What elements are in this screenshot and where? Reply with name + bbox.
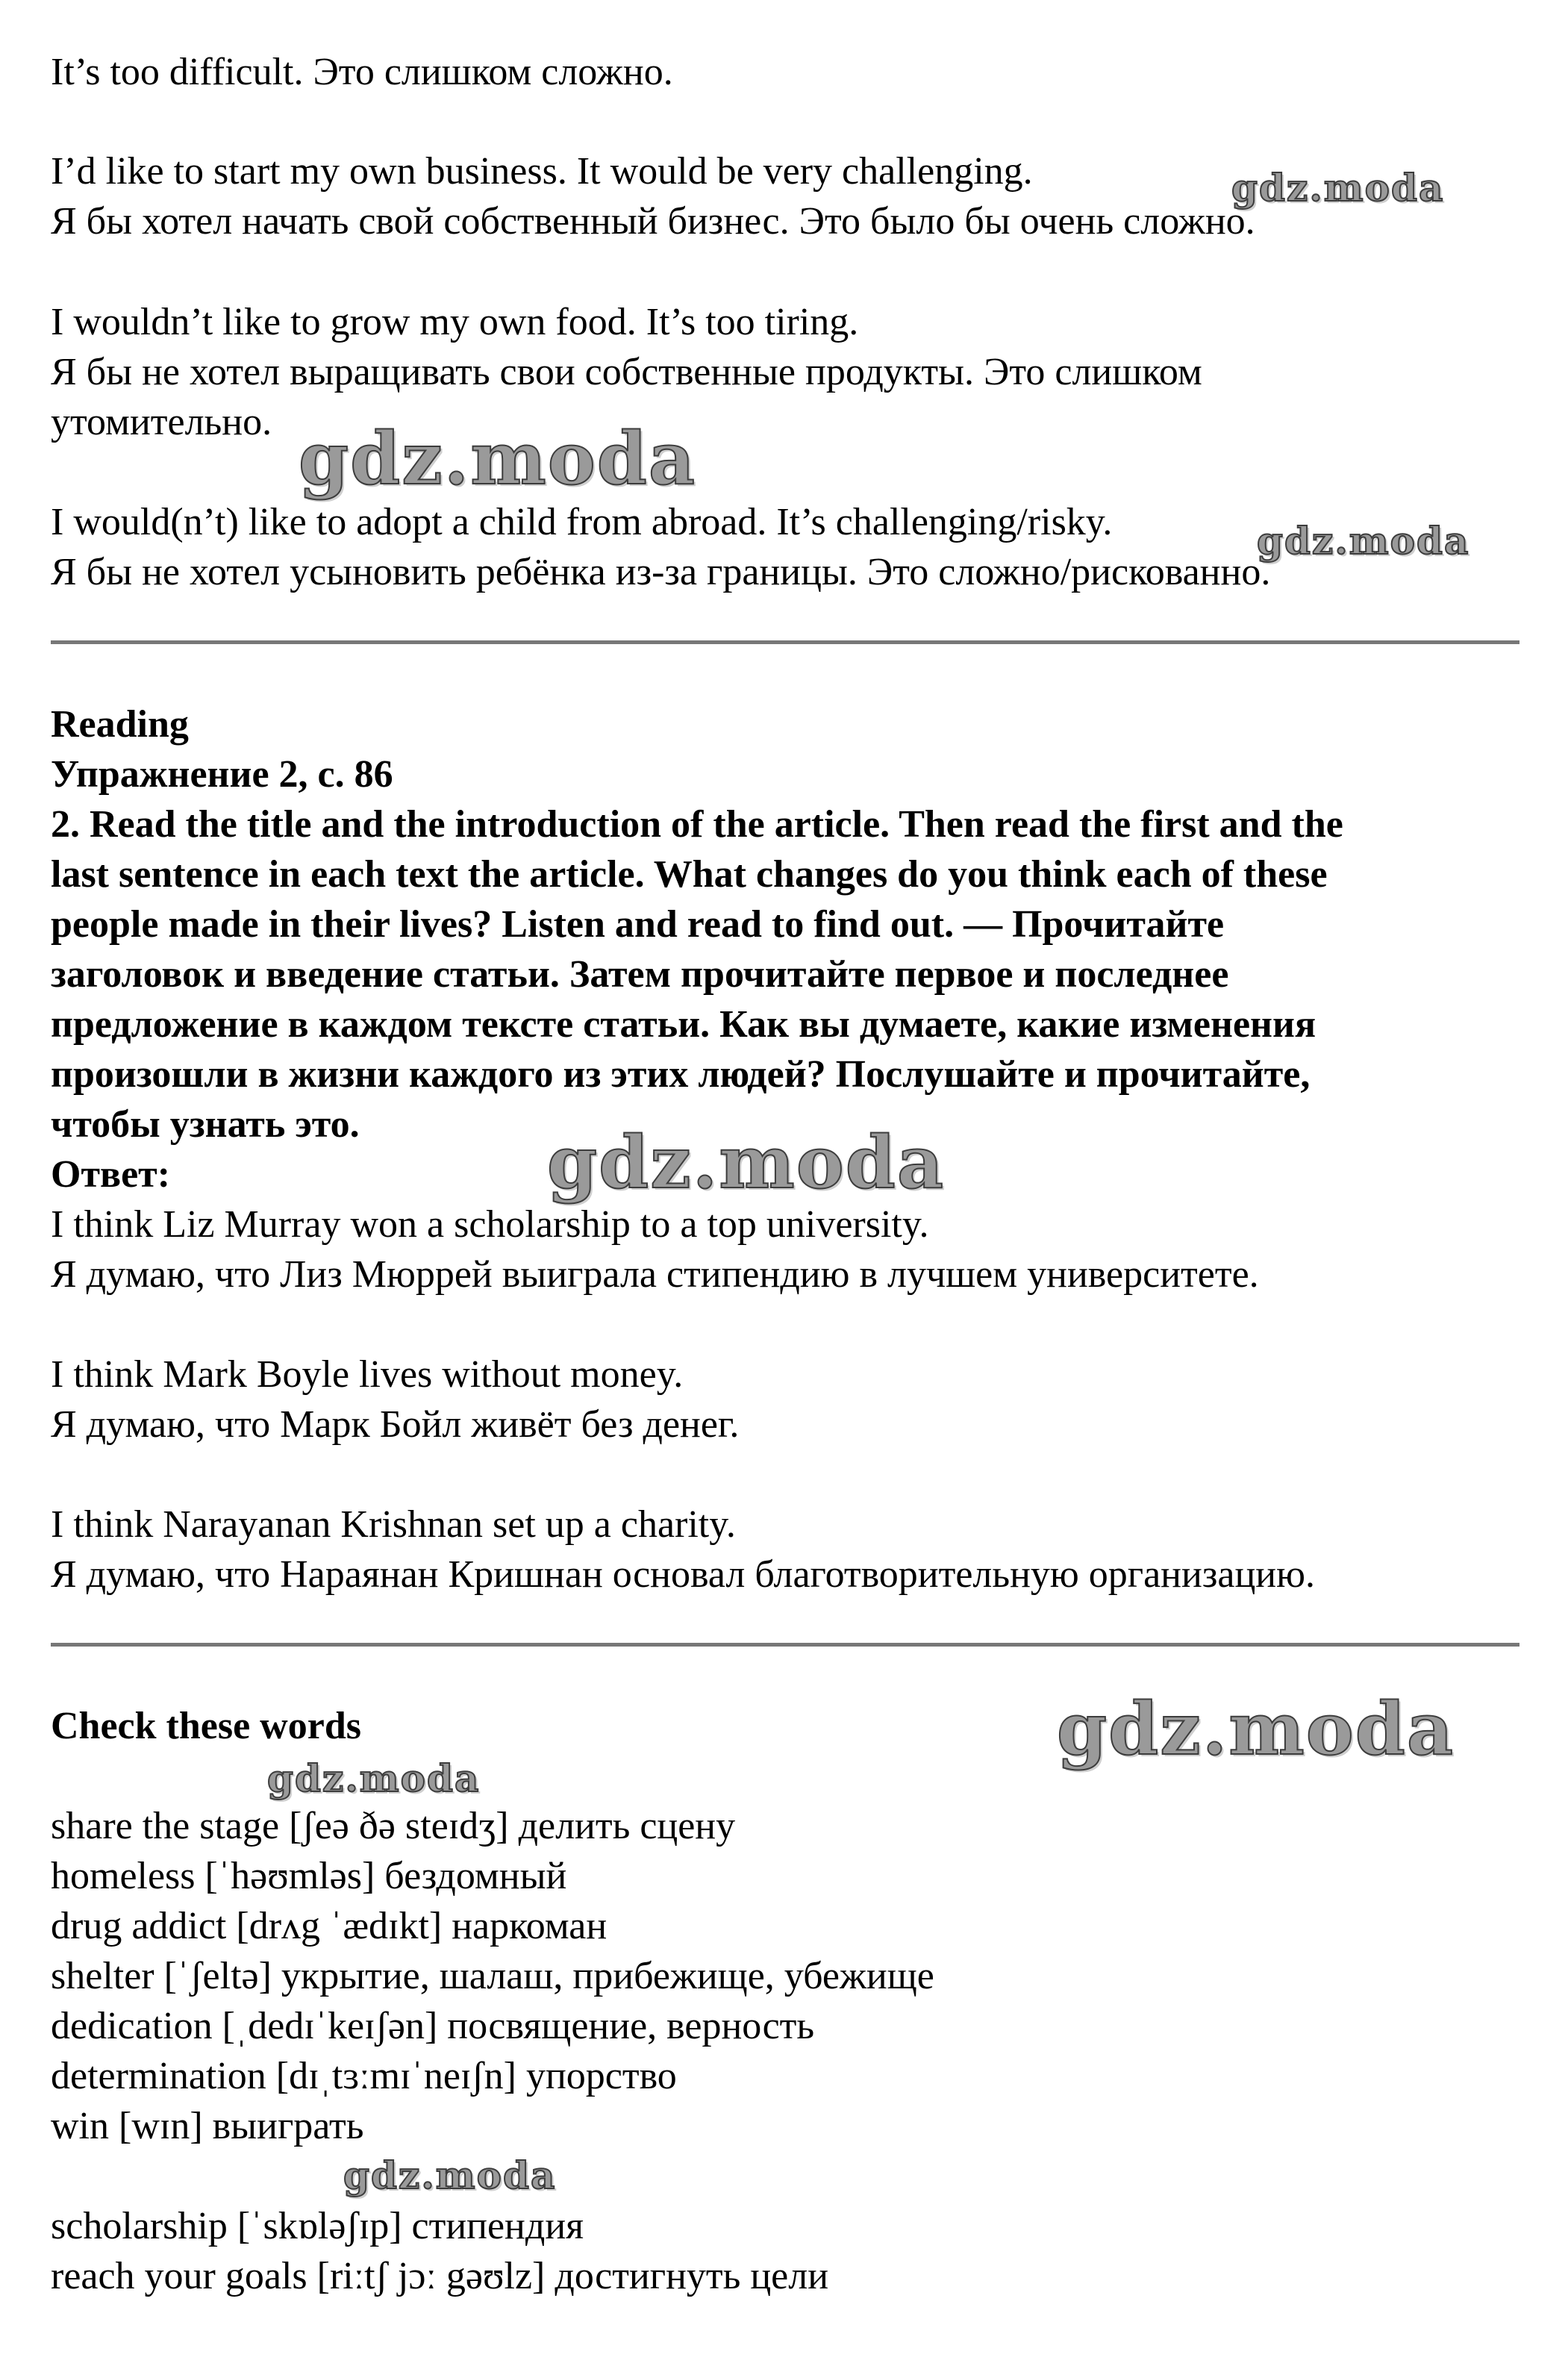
text-line: Я бы не хотел выращивать свои собственные продукты. Это слишком <box>51 351 1202 393</box>
answer-line: Я думаю, что Марк Бойл живёт без денег. <box>51 1403 740 1446</box>
vocabulary-item: determination [dɪˌtɜːmɪˈneɪʃn] упорство <box>51 2055 677 2097</box>
text-line: It’s too difficult. Это слишком сложно. <box>51 51 673 93</box>
answer-line: I think Liz Murray won a scholarship to a top university. <box>51 1203 929 1246</box>
section-divider <box>51 640 1519 644</box>
task-text-line: people made in their lives? Listen and read to find out. — Прочитайте <box>51 903 1225 946</box>
watermark-logo: gdz.moda <box>547 1120 946 1205</box>
watermark-logo: gdz.moda <box>1231 166 1445 210</box>
vocabulary-item: shelter [ˈʃeltə] укрытие, шалаш, прибежище, убежище <box>51 1955 934 1997</box>
task-text-line: 2. Read the title and the introduction of the article. Then read the first and the <box>51 803 1343 846</box>
answer-line: Я думаю, что Нараянан Кришнан основал благотворительную организацию. <box>51 1553 1315 1596</box>
task-text-line: чтобы узнать это. <box>51 1103 360 1146</box>
watermark-logo: gdz.moda <box>1257 519 1470 563</box>
answer-line: Я думаю, что Лиз Мюррей выиграла стипендию в лучшем университете. <box>51 1253 1259 1296</box>
vocabulary-heading: Check these words <box>51 1705 361 1747</box>
text-line: утомительно. <box>51 401 272 443</box>
vocabulary-item: dedication [ˌdedɪˈkeɪʃən] посвящение, верность <box>51 2005 815 2047</box>
vocabulary-item: reach your goals [riːtʃ jɔː gəʊlz] достигнуть цели <box>51 2255 829 2297</box>
text-line: I’d like to start my own business. It would be very challenging. <box>51 150 1033 193</box>
task-text-line: предложение в каждом тексте статьи. Как вы думаете, какие изменения <box>51 1003 1316 1046</box>
text-line: Я бы хотел начать свой собственный бизнес. Это было бы очень сложно. <box>51 200 1255 243</box>
vocabulary-item: scholarship [ˈskɒləʃɪp] стипендия <box>51 2205 584 2247</box>
vocabulary-item: share the stage [ʃeə ðə steɪdʒ] делить сцену <box>51 1805 736 1847</box>
task-text-line: произошли в жизни каждого из этих людей? Послушайте и прочитайте, <box>51 1053 1311 1096</box>
watermark-logo: gdz.moda <box>267 1756 481 1800</box>
answer-line: I think Mark Boyle lives without money. <box>51 1353 684 1396</box>
task-text-line: last sentence in each text the article. What changes do you think each of these <box>51 853 1328 896</box>
watermark-logo: gdz.moda <box>299 416 697 501</box>
text-line: Я бы не хотел усыновить ребёнка из-за границы. Это сложно/рискованно. <box>51 551 1271 593</box>
text-line: I would(n’t) like to adopt a child from abroad. It’s challenging/risky. <box>51 501 1113 543</box>
vocabulary-item: homeless [ˈhəʊmləs] бездомный <box>51 1855 567 1897</box>
watermark-logo: gdz.moda <box>343 2153 557 2197</box>
vocabulary-item: drug addict [drʌg ˈædɪkt] наркоман <box>51 1905 607 1947</box>
section-heading: Reading <box>51 703 189 746</box>
exercise-title: Упражнение 2, с. 86 <box>51 753 393 796</box>
section-divider <box>51 1643 1519 1647</box>
watermark-logo: gdz.moda <box>1057 1687 1455 1771</box>
task-text-line: заголовок и введение статьи. Затем прочитайте первое и последнее <box>51 953 1229 996</box>
answer-line: I think Narayanan Krishnan set up a charity. <box>51 1503 736 1546</box>
answer-label: Ответ: <box>51 1153 171 1196</box>
text-line: I wouldn’t like to grow my own food. It’s too tiring. <box>51 301 859 343</box>
vocabulary-item: win [wɪn] выиграть <box>51 2105 364 2147</box>
